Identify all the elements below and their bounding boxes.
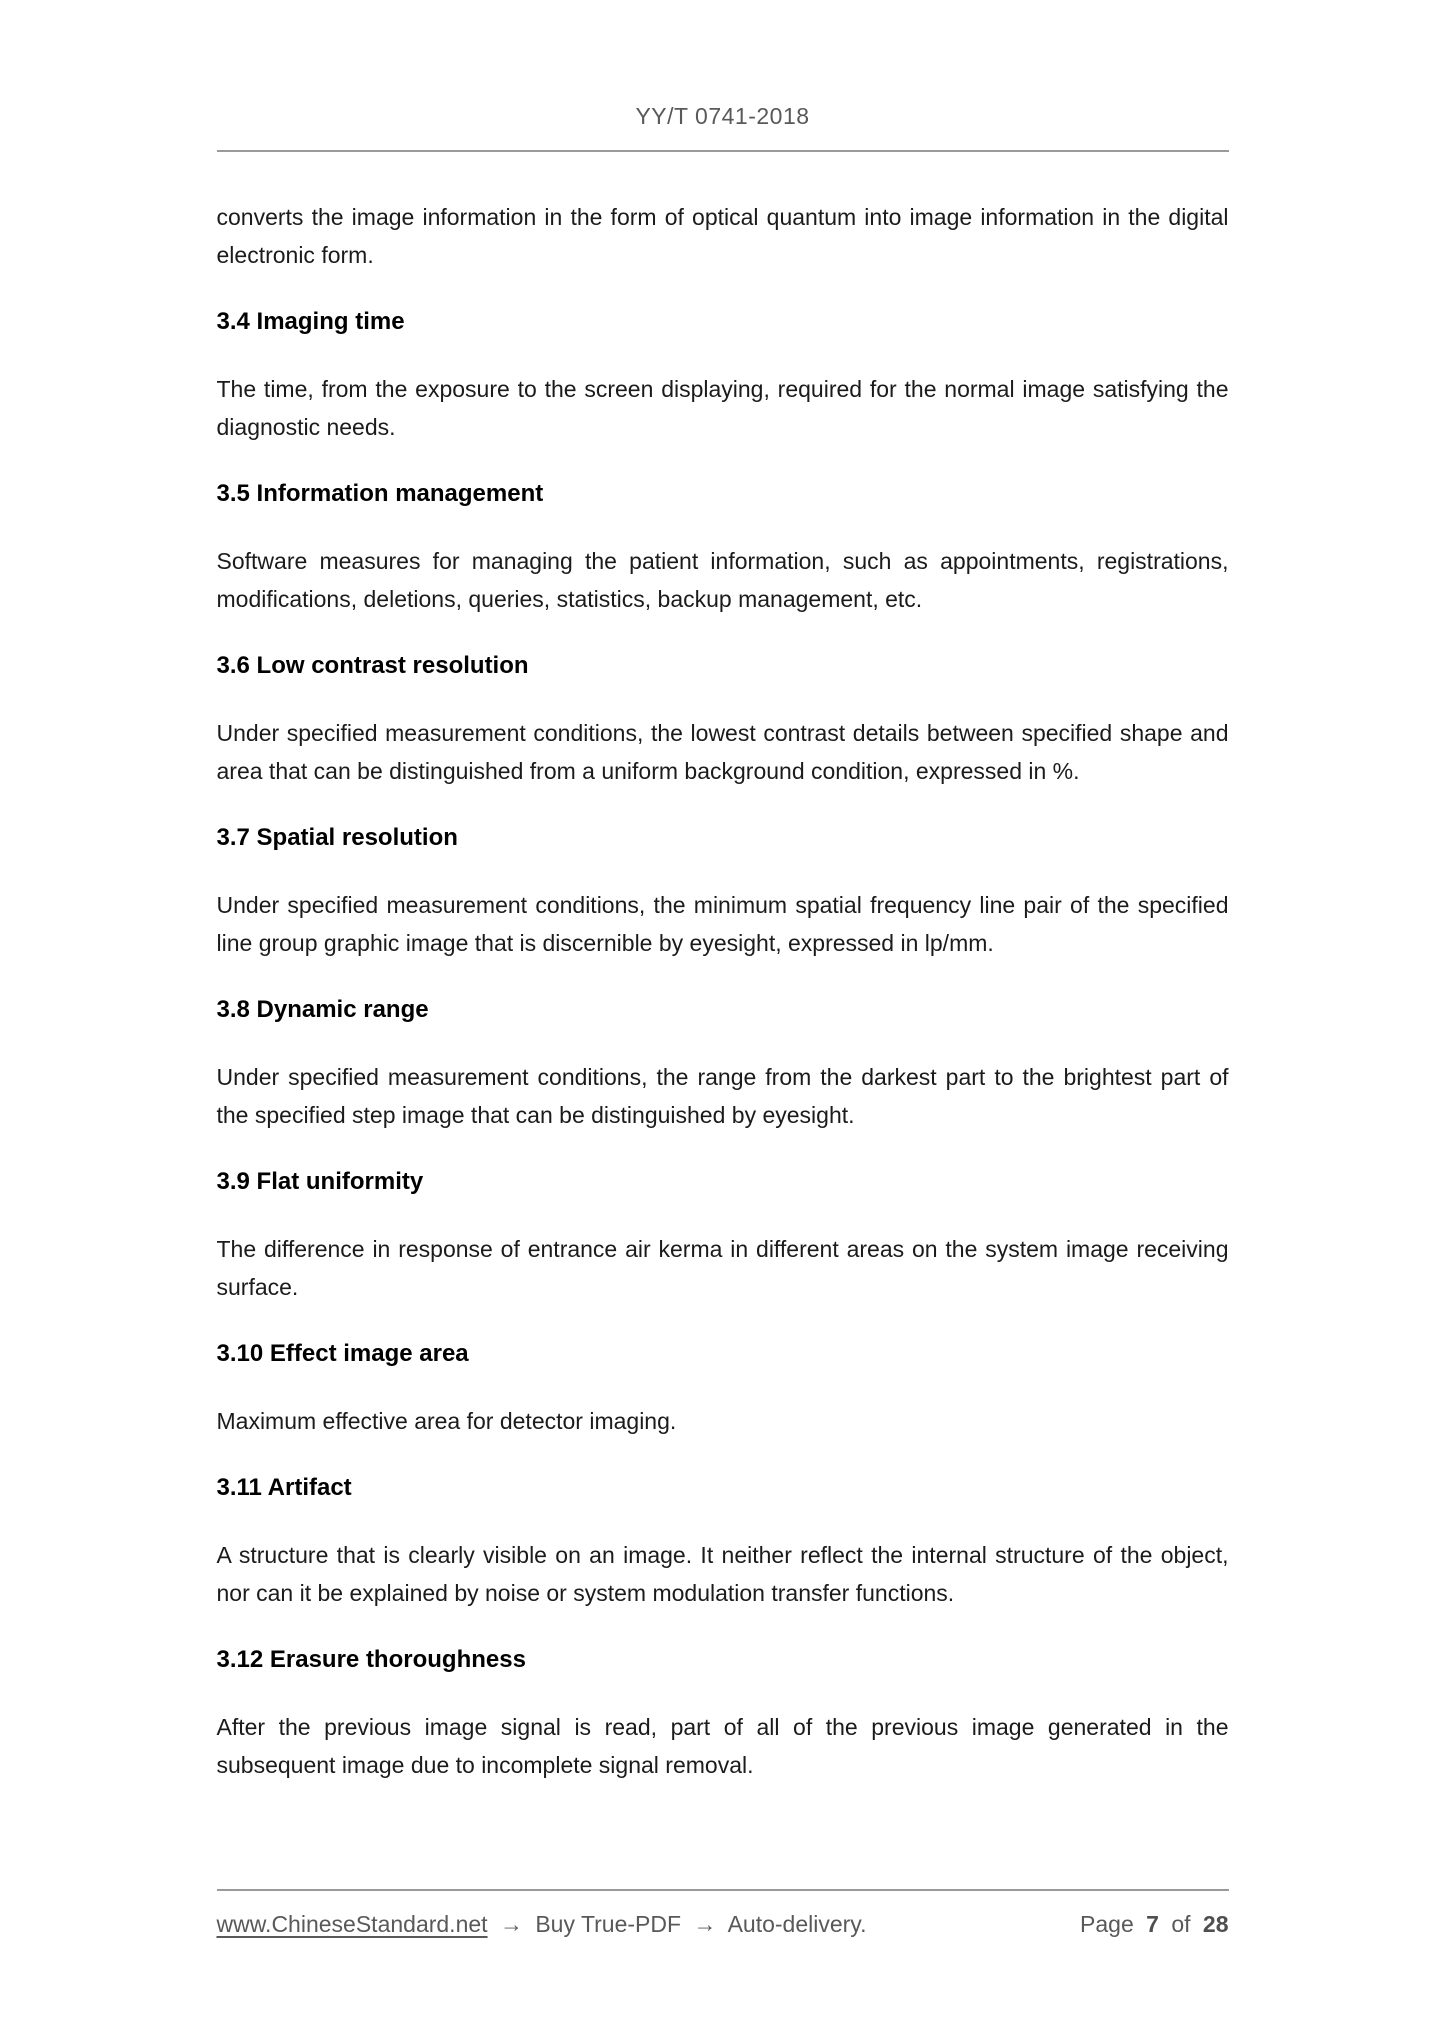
section-heading-3-12: 3.12 Erasure thoroughness — [216, 1646, 526, 1673]
definition-paragraph: Under specified measurement conditions, the range from the darkest part to the brightest part of the specified step image that can be distinguished by eyesight. — [216, 1064, 1229, 1128]
definition-paragraph: The time, from the exposure to the screen displaying, required for the normal image satisfying the diagnostic needs. — [216, 376, 1229, 440]
chinesestandard-link[interactable]: www.ChineseStandard.net — [216, 1911, 488, 1937]
section-heading-3-11: 3.11 Artifact — [216, 1474, 352, 1501]
section-heading-3-5: 3.5 Information management — [216, 480, 544, 507]
arrow-icon: → — [693, 1911, 717, 1937]
page-footer — [0, 1889, 1445, 1940]
section-heading-3-8: 3.8 Dynamic range — [216, 996, 429, 1023]
section-heading-3-6: 3.6 Low contrast resolution — [216, 652, 529, 679]
section-heading-3-9: 3.9 Flat uniformity — [216, 1168, 424, 1195]
definition-paragraph: The difference in response of entrance air kerma in different areas on the system image receiving surface. — [216, 1236, 1229, 1300]
definition-paragraph: A structure that is clearly visible on an image. It neither reflect the internal structure of the object, nor can it be explained by noise or system modulation transfer functions. — [216, 1542, 1229, 1606]
header-rule — [217, 150, 1229, 152]
definition-paragraph: Maximum effective area for detector imaging. — [216, 1408, 677, 1434]
page-total: 28 — [1202, 1911, 1229, 1937]
definition-paragraph: Under specified measurement conditions, the minimum spatial frequency line pair of the specified line group graphic image that is discernible by eyesight, expressed in lp/mm. — [216, 892, 1229, 956]
footer-source-line — [217, 1908, 867, 1940]
arrow-icon: → — [499, 1911, 523, 1937]
section-heading-3-10: 3.10 Effect image area — [216, 1340, 469, 1367]
footer-rule — [217, 1889, 1229, 1891]
auto-delivery-label: Auto-delivery. — [727, 1911, 867, 1937]
buy-true-pdf-label: Buy True-PDF — [535, 1911, 682, 1937]
definition-paragraph: Under specified measurement conditions, the lowest contrast details between specified shape and area that can be distinguished from a uniform background condition, expressed in %. — [216, 720, 1229, 784]
page-current: 7 — [1146, 1911, 1159, 1937]
page-header — [217, 0, 1229, 152]
doc-number: YY/T 0741-2018 — [635, 103, 810, 129]
definition-paragraph: Software measures for managing the patient information, such as appointments, registrations, modifications, deletions, queries, statistics, backup management, etc. — [216, 548, 1229, 612]
of-label: of — [1171, 1911, 1191, 1937]
page-indicator — [1080, 1908, 1228, 1940]
page-label: Page — [1080, 1911, 1134, 1937]
section-heading-3-4: 3.4 Imaging time — [216, 308, 405, 335]
section-heading-3-7: 3.7 Spatial resolution — [216, 824, 458, 851]
definition-paragraph: After the previous image signal is read, part of all of the previous image generated in the subsequent image due to incomplete signal removal. — [216, 1714, 1229, 1778]
document-body — [217, 198, 1229, 1784]
definition-paragraph: converts the image information in the form of optical quantum into image information in the digital electronic form. — [216, 204, 1229, 268]
